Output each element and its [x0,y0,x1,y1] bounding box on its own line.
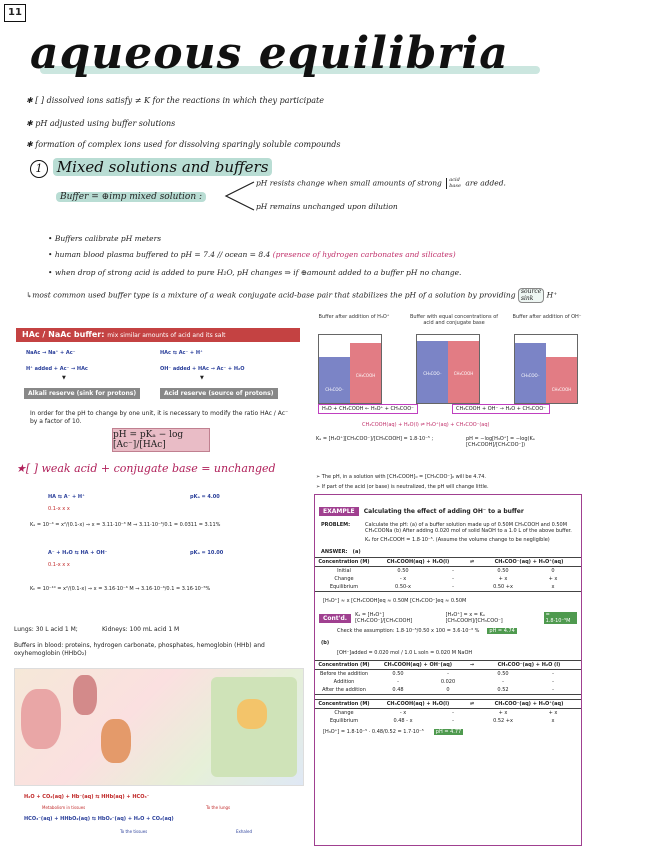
table-row: Change - x - + x + x [334,576,558,582]
final-calculation: [H₃O⁺] = 1.8·10⁻⁵ · 0.48/0.52 = 1.7·10⁻⁵ [323,729,424,735]
point-4: ↳most common used buffer type is a mixture of a weak conjugate acid-base pair that stabilizes the pH of a solution by providing source sink H⁺ [26,288,558,302]
branch-top: pH resists change when small amounts of strong acid base are added. [256,177,506,189]
calc-vals-1: 0.1-x x x [48,506,70,512]
example-tag: EXAMPLE [319,507,359,516]
table-row: Change - x - + x + x [334,710,558,716]
ka-note: Kₐ for CH₃COOH = 1.8·10⁻⁵. (Assume the volume change to be negligible) [365,537,550,543]
section-number: 1 [30,160,48,178]
blood-note-2: To the lungs [206,805,231,810]
oh-added-line: [OH⁻]added = 0.020 mol / 1.0 L soln = 0.020 M NaOH [337,650,473,656]
intro-bullet-2: ✱ pH adjusted using buffer solutions [26,119,176,128]
weak-acid-note: ★[ ] weak acid + conjugate base = unchanged [16,462,276,475]
arrow-down-icon: ▼ [200,375,204,381]
calc-line-2: A⁻ + H₂O ⇆ HA + OH⁻ [48,550,108,556]
check-assumption: Check the assumption: 1.8·10⁻⁵/0.50 x 100 = 3.6·10⁻³ % [337,628,480,634]
lungs-illustration [21,689,61,749]
calc-line-1: HA ⇆ A⁻ + H⁺ [48,494,85,500]
problem-text: Calculate the pH: (a) of a buffer solution made up of 0.50M CH₃COOH and 0.50M CH₃COONa (b) After adding 0.020 mol of solid NaOH to a 1.0 L of the above buffer. [365,522,572,534]
assumption-line: [H₃O⁺] ≈ x [CH₃COOH]eq ≈ 0.50M [CH₃COO⁻]eq ≈ 0.50M [323,598,467,604]
blood-note-3: To the tissues [120,829,148,834]
point-1: • Buffers calibrate pH meters [48,234,162,243]
section-heading-text: Mixed solutions and buffers [53,158,273,176]
alkali-reserve-box: Alkali reserve (sink for protons) [24,388,140,399]
beaker-acid-added: CH₃COO⁻ CH₃COOH [318,334,382,404]
blood-eq-1: H₂O + CO₂(aq) + Hb⁻(aq) ⇆ HHb(aq) + HCO₃⁻ [24,794,150,800]
arrow-down-icon: ▼ [62,375,66,381]
hac-text: In order for the pH to change by one unit, it is necessary to modify the ratio HAc / Ac⁻ by a factor of 10. [30,410,289,425]
beaker-caption-1: Buffer after addition of H₃O⁺ [318,314,390,320]
hac-buffer-header: HAc / NaAc buffer: mix similar amounts of acid and its salt [16,328,300,342]
hac-eq-left-2: H⁺ added + Ac⁻ → HAc [26,366,88,372]
problem-label: PROBLEM: [321,522,351,528]
ph-expression: pH = −log[H₃O⁺] = −log(Kₐ [CH₃COOH]/[CH₃COO⁻]) [466,436,535,448]
beaker-base-added: CH₃COO⁻ CH₃COOH [514,334,578,404]
hac-eq-right-2: OH⁻ added + HAc → Ac⁻ + H₂O [160,366,245,372]
beaker-eq-right: CH₃COOH + OH⁻ → H₂O + CH₃COO⁻ [452,404,550,414]
blood-note-1: Metabolism in tissues [42,805,86,810]
calc-pka-2: pKₐ = 10.00 [190,550,224,556]
page-number: 11 [4,4,26,22]
example-heading: Calculating the effect of adding OH⁻ to a buffer [363,508,524,515]
table-row: Equilibrium 0.48 - x - 0.52 +x x [329,718,555,724]
intro-bullet-3: ✱ formation of complex ions used for dissolving sparingly soluble compounds [26,140,341,149]
answer-label: ANSWER: (a) [321,549,361,555]
table-row: Initial 0.50 - 0.50 0 [337,568,555,574]
branch-bottom: pH remains unchanged upon dilution [256,202,398,211]
blood-note-4: Exhaled [236,829,252,834]
kidney-illustration [101,719,131,763]
calc-vals-2: 0.1-x x x [48,562,70,568]
kidneys-text: Kidneys: 100 mL acid 1 M [102,626,180,633]
ph-result-a: pH = 4.74 [489,628,515,634]
ph-result-b: pH = 4.77 [435,729,462,735]
calc-ka-1: Kₐ = 10⁻⁴ = x²/(0.1-x) ⇒ x = 3.11·10⁻³ M ⇒ 3.11·10⁻³/0.1 = 0.0311 = 3.11% [30,522,221,528]
blood-buffers-text: Buffers in blood: proteins, hydrogen carbonate, phosphates, hemoglobin (HHb) and oxyhemoglobin (HHbO₂) [14,642,265,657]
page-title: aqueous equilibria [30,28,509,79]
point-3: • when drop of strong acid is added to pure H₂O, pH changes ⇒ if ⊕amount added to a buffer pH no change. [48,268,462,277]
example-panel [314,494,582,846]
beaker-caption-2: Buffer with equal concentrations of acid and conjugate base [409,314,499,326]
ka-equation: Kₐ = [H₃O⁺][CH₃COO⁻]/[CH₃COOH] [355,612,413,624]
table-row: After the addition 0.48 0 0.52 - [322,687,554,693]
ka-expression: Kₐ = [H₃O⁺][CH₃COO⁻]/[CH₃COOH] = 1.8·10⁻⁵ ; [316,436,434,442]
acid-reserve-box: Acid reserve (source of protons) [160,388,278,399]
table-row: Addition - 0.020 - - [333,679,554,685]
beaker-note-2: ➢ If part of the acid (or base) is neutralized, the pH will change little. [316,484,489,490]
h3o-result: = 1.8·10⁻⁵M [544,612,577,624]
cell-nucleus-illustration [237,699,267,729]
beaker-note-1: ➢ The pH, in a solution with [CH₃COOH]₀ = [CH₃COO⁻]₀ will be 4.74. [316,474,486,480]
hac-eq-left-1: NaAc → Na⁺ + Ac⁻ [26,350,76,356]
table3-header: Concentration (M) CH₃COOH(aq) + H₂O(l) ⇌ CH₃COO⁻(aq) + H₃O⁺(aq) [318,701,564,707]
h3o-equation: [H₃O⁺] = x = Kₐ [CH₃COOH]/[CH₃COO⁻] [445,612,503,624]
calc-ka-2: Kₕ = 10⁻¹⁰ = x²/(0.1-x) ⇒ x = 3.16·10⁻⁶ M ⇒ 3.16·10⁻⁶/0.1 = 3.16·10⁻⁵% [30,586,211,592]
beaker-equal: CH₃COO⁻ CH₃COOH [416,334,480,404]
beaker-eq-main: CH₃COOH(aq) + H₂O(l) ⇌ H₃O⁺(aq) + CH₃COO⁻(aq) [362,422,490,428]
buffer-definition: Buffer = ⊕imp mixed solution : [56,192,206,202]
table-row: Before the addition 0.50 - 0.50 - [319,671,554,677]
point-2: • human blood plasma buffered to pH = 7.4 // ocean = 8.4 (presence of hydrogen carbonates and silicates) [48,250,456,259]
blood-eq-2: HCO₃⁻(aq) + HHbO₂(aq) ⇆ HbO₂⁻(aq) + H₂O + CO₂(aq) [24,816,174,822]
contd-tag: Cont'd. [319,614,351,623]
table2-header: Concentration (M) CH₃COOH(aq) + OH⁻(aq) → CH₃COO⁻(aq) + H₂O (l) [318,662,561,668]
heart-illustration [73,675,97,715]
hac-eq-right-1: HAc ⇆ Ac⁻ + H⁺ [160,350,203,356]
physiology-diagram [14,668,304,786]
table1-header: Concentration (M) CH₃COOH(aq) + H₂O(l) ⇌ CH₃COO⁻(aq) + H₃O⁺(aq) [318,559,564,565]
part-b-label: (b) [321,640,330,646]
henderson-formula: pH = pKₐ − log [Ac⁻]/[HAc] [112,428,210,452]
beaker-eq-left: H₃O + CH₃COOH ← H₃O⁺ + CH₃COO⁻ [318,404,418,414]
section-heading [30,158,272,178]
table-row: Equilibrium 0.50-x - 0.50 +x x [329,584,555,590]
branch-bracket-icon [222,178,256,214]
lungs-text: Lungs: 30 L acid 1 M; [14,626,78,633]
calc-pka-1: pKₐ = 4.00 [190,494,220,500]
intro-bullet-1: ✱ [ ] dissolved ions satisfy ≠ K for the reactions in which they participate [26,96,324,105]
beaker-caption-3: Buffer after addition of OH⁻ [512,314,582,320]
